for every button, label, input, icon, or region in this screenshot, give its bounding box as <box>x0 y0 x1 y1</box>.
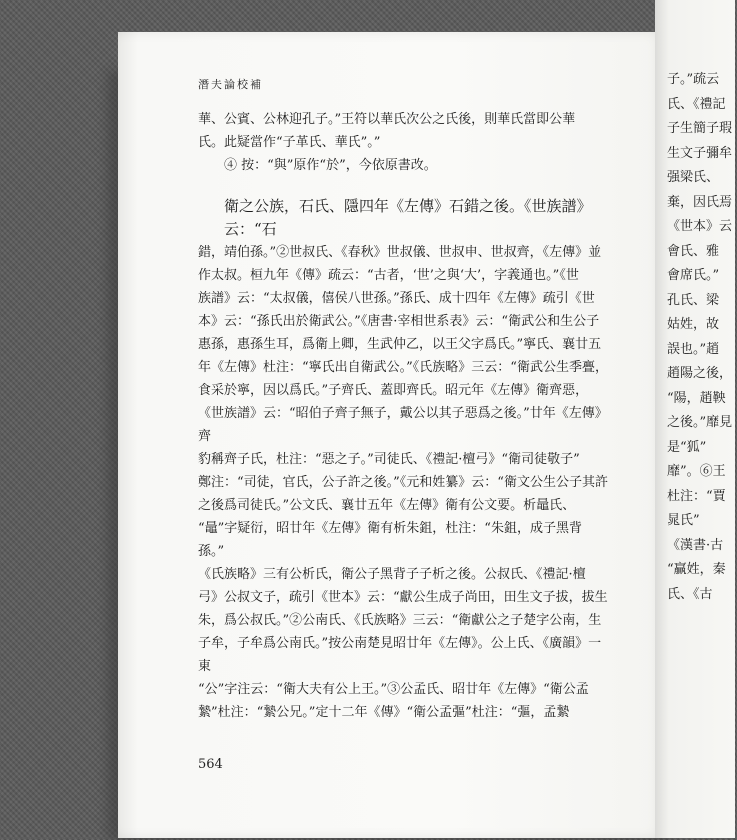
text-line: 孔氏、梁 <box>667 292 720 308</box>
text-line: 晁氏” <box>667 513 700 528</box>
text-line: 趙陽之後， <box>667 366 733 381</box>
right-page-text <box>667 68 737 607</box>
text-line: 《世族譜》云：“昭伯子齊子無子，戴公以其子惡爲之後。”廿年《左傳》齊 <box>198 406 608 444</box>
text-line: 《氏族略》三有公析氏，衛公子黑背子子析之後。公叔氏、《禮記·檀 <box>198 567 586 582</box>
text-line: 姑姓，故 <box>667 317 720 332</box>
text-line: “贏姓，秦 <box>667 562 726 577</box>
text-line: 《漢書·古 <box>667 537 724 553</box>
text-line: 子。”疏云 <box>667 72 720 87</box>
text-line: 衛之公族，石氏、隱四年《左傳》石錯之後。《世族譜》云：“石 <box>224 197 592 238</box>
text-line: 豹稱齊子氏，杜注：“惡之子。”司徒氏、《禮記·檀弓》“衛司徒敬子” <box>198 452 580 467</box>
text-line: “鼂”字疑衍，昭廿年《左傳》衛有析朱鉏，杜注：“朱鉏，成子黑背孫。” <box>198 521 582 559</box>
text-line: 朱，爲公叔氏。”②公南氏、《氏族略》三云：“衛獻公之子楚字公南，生 <box>198 613 602 628</box>
text-line: 縶”杜注：“縶公兄。”定十二年《傳》“衛公孟彄”杜注：“彄，孟縶 <box>198 705 570 720</box>
text-line: 年《左傳》杜注：“寧氏出自衛武公。”《氏族略》三云：“衛武公生季亹， <box>198 360 608 375</box>
text-line: 《世本》云 <box>667 219 733 234</box>
text-line: “公”字注云：“衛大夫有公上王。”③公孟氏、昭廿年《左傳》“衛公孟 <box>198 682 589 697</box>
text-line: 子生簡子瑕 <box>667 121 733 136</box>
text-line: 之後。”靡見 <box>667 415 733 430</box>
running-head: 潛夫論校補 <box>198 78 263 91</box>
text-line: 之後爲司徒氏。”公文氏、襄廿五年《左傳》衛有公文要。析鼂氏、 <box>198 498 576 513</box>
text-line: 族譜》云：“太叔儀，僖侯八世孫。”孫氏、成十四年《左傳》疏引《世 <box>198 291 595 306</box>
text-line: 子牟，子牟爲公南氏。”按公南楚見昭廿年《左傳》。公上氏、《廣韻》一東 <box>198 636 602 674</box>
text-line: 鄭注：“司徒，官氏，公子許之後。”《元和姓纂》云：“衛文公生公子其許 <box>198 475 608 490</box>
text-line: 生文子彌牟 <box>667 145 733 161</box>
text-line: 强梁氏、 <box>667 170 720 185</box>
page-number: 564 <box>198 757 223 772</box>
text-line: 是“狐” <box>667 439 707 455</box>
text-line: 本》云：“孫氏出於衛武公。”《唐書·宰相世系表》云：“衛武公和生公子 <box>198 314 600 329</box>
text-line: 靡”。⑥王 <box>667 464 726 479</box>
text-line: 會席氏。” <box>667 268 720 283</box>
text-line: 食采於寧，因以爲氏。”子齊氏、蓋即齊氏。昭元年《左傳》衛齊惡， <box>198 383 589 398</box>
text-line: “陽，趙鞅 <box>667 390 726 406</box>
text-line: 會氏、雅 <box>667 243 720 259</box>
paragraph-gap <box>198 177 608 195</box>
right-page <box>655 0 735 838</box>
text-line: 氏。此疑當作“子革氏、華氏”。” <box>198 135 381 150</box>
text-line: 弓》公叔文子，疏引《世本》云：“獻公生成子尚田，田生文子拔，拔生 <box>198 590 608 605</box>
text-line: 華、公賓、公林迎孔子。”王符以華氏次公之氏後，則華氏當即公華 <box>198 112 576 127</box>
text-line: 氏、《古 <box>667 586 713 602</box>
text-line: 錯，靖伯孫。”②世叔氏、《春秋》世叔儀、世叔申、世叔齊，《左傳》並 <box>198 245 602 260</box>
main-text <box>198 108 608 724</box>
text-line: 杜注：“賈 <box>667 488 726 504</box>
text-line: 氏、《禮記 <box>667 96 726 112</box>
text-line: 惠孫，惠孫生耳，爲衛上卿，生武仲乙，以王父字爲氏。”寧氏、襄廿五 <box>198 337 602 352</box>
text-line: 誤也。”趙 <box>667 341 720 357</box>
text-line: 棄，因氏焉 <box>667 194 733 210</box>
note-line: ④ 按：“與”原作“於”，今依原書改。 <box>224 158 437 173</box>
text-line: 作太叔。桓九年《傳》疏云：“古者，‘世’之與‘大’，字義通也。”《世 <box>198 268 579 283</box>
